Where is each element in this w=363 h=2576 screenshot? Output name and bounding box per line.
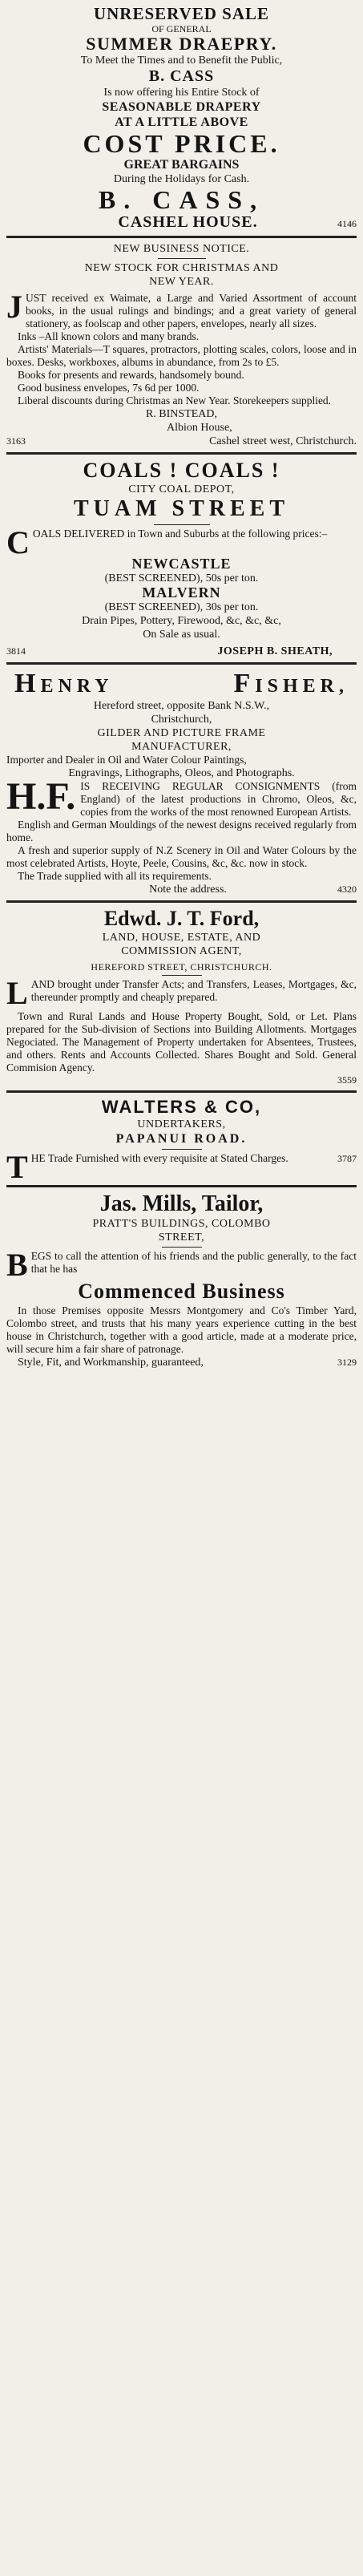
ad-paragraph: A fresh and superior supply of N.Z Scenery in Oil and Water Colours by the most celebrated Artists, Hoyte, Peele, Cousins, &c, &c. now in stock. (6, 844, 357, 869)
ad-line: HEREFORD STREET, CHRISTCHURCH. (91, 961, 272, 973)
divider (6, 236, 357, 238)
ad-line: During the Holidays for Cash. (113, 173, 250, 185)
ad-line: AT A LITTLE ABOVE (115, 115, 248, 129)
ad-paragraph: AND brought under Transfer Acts; and Transfers, Leases, Mortgages, &c, thereunder promptly and cheaply prepared. (30, 978, 357, 1003)
ad-paragraph: EGS to call the attention of his friends and the public generally, to the fact that he has (30, 1250, 357, 1275)
ad-note: Note the address. (149, 884, 227, 896)
ad-headline: Commenced Business (78, 1280, 285, 1303)
divider (6, 452, 357, 455)
ad-address: Christchurch, (151, 714, 212, 726)
ad-paragraph: In those Premises opposite Messrs Montgomery and Co's Timber Yard, Colombo street, and trusts that his many years experience cutting in the best house in Christchurch, together with a good article, made at a moderate price, will secure him a fair share of patronage. (6, 1304, 357, 1355)
ad-signature: Albion House, (167, 422, 232, 434)
ad-title: UNRESERVED SALE (93, 4, 270, 23)
divider (162, 975, 202, 976)
drop-cap: B (6, 1247, 28, 1283)
ad-henry-fisher (6, 669, 357, 896)
ad-paragraph: Town and Rural Lands and House Property Bought, Sold, or Let. Plans prepared for the Sub-division of Sections into Building Allotments. Mortgages Negociated. The Management of Property undertaken for Absentees, Trustees, and others. Rents and Accounts Collected. Shares Bought and Sold. General Commision Agency. (6, 1010, 357, 1074)
ad-name-big: B. CASS, (98, 185, 265, 214)
ad-ford-agent (6, 907, 357, 1086)
ad-name: WALTERS & CO, (101, 1097, 262, 1117)
ad-trade: GILDER AND PICTURE FRAME (97, 727, 266, 739)
ad-address: Hereford street, opposite Bank N.S.W., (93, 700, 270, 712)
ad-line: UNDERTAKERS, (137, 1118, 226, 1130)
ad-line: STREET, (158, 1231, 205, 1244)
ad-number: 3814 (6, 645, 26, 657)
divider (162, 1149, 202, 1150)
ad-paragraph: Books for presents and rewards, handsomely bound. (18, 369, 244, 381)
hf-initials: H.F. (6, 775, 76, 818)
ad-number: 3787 (337, 1153, 357, 1164)
ad-line: SEASONABLE DRAPERY (102, 100, 261, 114)
ad-paragraph: Good business envelopes, 7s 6d per 1000. (18, 382, 200, 394)
drop-cap: L (6, 975, 28, 1011)
ad-number: 3559 (337, 1074, 357, 1086)
ad-line: GREAT BARGAINS (123, 158, 240, 172)
ad-title: NEW BUSINESS NOTICE. (113, 243, 250, 255)
ad-walters-undertakers (6, 1097, 357, 1185)
ad-address: Cashel street west, Christchurch. (209, 435, 357, 447)
ad-subtitle: SUMMER DRAEPRY. (86, 34, 277, 54)
coal-price: (BEST SCREENED), 50s per ton. (104, 572, 259, 584)
ad-line: Style, Fit, and Workmanship, guaranteed, (18, 1357, 204, 1369)
ad-number: 3129 (337, 1357, 357, 1368)
ad-paragraph: Artists' Materials—T squares, protractors, plotting scales, colors, loose and in boxes. Desks, workboxes, albums in abundance, from 2s to £5. (6, 343, 357, 368)
ad-line: Is now offering his Entire Stock of (103, 87, 260, 99)
newspaper-column (6, 0, 357, 1369)
ad-name-first: HENRY (14, 669, 114, 698)
ad-subtitle: NEW STOCK FOR CHRISTMAS AND (84, 262, 279, 274)
ad-paragraph: Inks –All known colors and many brands. (18, 330, 200, 342)
ad-number: 4146 (337, 218, 357, 229)
ad-cass-drapery (6, 5, 357, 232)
coal-name: NEWCASTLE (131, 556, 232, 572)
ad-name: B. CASS (148, 67, 215, 85)
ad-house: CASHEL HOUSE. (118, 213, 258, 231)
divider (6, 1185, 357, 1187)
coal-name: MALVERN (142, 584, 221, 601)
ad-paragraph: OALS DELIVERED in Town and Suburbs at the following prices:– (32, 528, 328, 540)
divider (6, 900, 357, 903)
divider (154, 524, 210, 525)
ad-line: Engravings, Lithographs, Oleos, and Photographs. (68, 767, 295, 779)
ad-signature: JOSEPH B. SHEATH, (217, 645, 333, 657)
drop-cap: C (6, 524, 30, 560)
ad-line: COST PRICE. (83, 129, 280, 158)
ad-paragraph: Importer and Dealer in Oil and Water Colour Paintings, (6, 754, 247, 766)
divider (158, 258, 206, 259)
ad-number: 3163 (6, 435, 26, 447)
ad-line: PAPANUI ROAD. (115, 1132, 248, 1146)
ad-line: COMMISSION AGENT, (121, 945, 242, 957)
ad-mills-tailor (6, 1191, 357, 1369)
coal-price: (BEST SCREENED), 30s per ton. (104, 601, 259, 613)
ad-name: Jas. Mills, Tailor, (99, 1191, 264, 1216)
divider (162, 1247, 202, 1248)
ad-line: CITY COAL DEPOT, (128, 483, 235, 495)
ad-paragraph: Liberal discounts during Christmas an New Year. Storekeepers supplied. (18, 394, 332, 406)
ad-paragraph: UST received ex Waimate, a Large and Varied Assortment of account books, in the usual rulings and bindings; and a great variety of general stationery, as foolscap and other papers, envelopes, nearly all sizes. (26, 292, 357, 330)
ad-signature: R. BINSTEAD, (145, 408, 218, 420)
ad-name: Edwd. J. T. Ford, (103, 907, 260, 930)
ad-line: LAND, HOUSE, ESTATE, AND (102, 932, 261, 944)
ad-street: TUAM STREET (73, 496, 290, 521)
ad-title: COALS ! COALS ! (83, 459, 280, 482)
ad-sheath-coals (6, 459, 357, 658)
ad-line: On Sale as usual. (143, 629, 220, 641)
ad-paragraph: The Trade supplied with all its requirements. (18, 870, 212, 882)
ad-line: To Meet the Times and to Benefit the Public, (80, 55, 283, 67)
ad-number: 4320 (337, 884, 357, 895)
ad-trade: MANUFACTURER, (131, 741, 232, 753)
divider (6, 1090, 357, 1093)
ad-line: OF GENERAL (151, 23, 212, 34)
ad-paragraph: HE Trade Furnished with every requisite at Stated Charges. (30, 1152, 288, 1164)
divider (6, 662, 357, 665)
ad-name-last: FISHER, (233, 669, 349, 698)
drop-cap: T (6, 1149, 28, 1185)
ad-subtitle: NEW YEAR. (149, 276, 214, 288)
ad-line: Drain Pipes, Pottery, Firewood, &c, &c, &c, (82, 615, 281, 627)
ad-line: PRATT'S BUILDINGS, COLOMBO (92, 1218, 271, 1230)
ad-paragraph: English and German Mouldings of the newest designs received regularly from home. (6, 819, 357, 843)
drop-cap: J (6, 289, 22, 325)
ad-binstead (6, 242, 357, 448)
ad-paragraph: IS RECEIVING REGULAR CONSIGNMENTS (from England) of the latest productions in Chromo, Oleos, &c, copies from the works of the most renowned European Artists. (80, 780, 357, 818)
